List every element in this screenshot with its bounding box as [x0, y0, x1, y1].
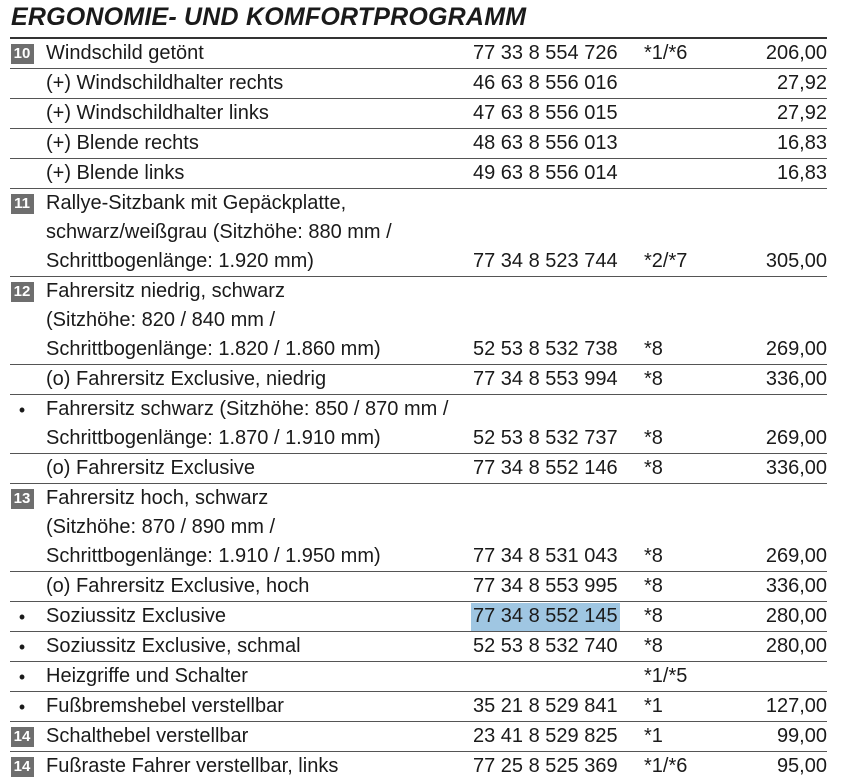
item-description: (+) Blende rechts [46, 132, 199, 154]
footnote-ref: *8 [644, 368, 663, 390]
bullet-marker: • [18, 399, 26, 420]
price-value: 336,00 [765, 368, 827, 390]
item-description: (o) Fahrersitz Exclusive, niedrig [46, 368, 327, 390]
footnote-ref: *8 [644, 427, 663, 449]
bullet-marker: • [18, 696, 26, 717]
footnote-ref: *1/*6 [644, 42, 688, 64]
price-value: 280,00 [765, 605, 827, 627]
item-description: (Sitzhöhe: 870 / 890 mm / [46, 516, 276, 538]
item-description: Fußbremshebel verstellbar [46, 695, 284, 717]
price-value: 127,00 [765, 695, 827, 717]
item-number-badge: 12 [11, 282, 34, 302]
table-row [10, 188, 827, 218]
price-value: 99,00 [776, 725, 827, 747]
table-row [10, 128, 827, 158]
table-row [10, 306, 827, 335]
table-row [10, 98, 827, 128]
table-row [10, 276, 827, 306]
part-number[interactable]: 52 53 8 532 737 [473, 427, 618, 449]
table-row [10, 68, 827, 98]
table-row [10, 364, 827, 394]
part-number[interactable]: 47 63 8 556 015 [473, 102, 618, 124]
item-description: (o) Fahrersitz Exclusive [46, 457, 255, 479]
item-number-badge: 10 [11, 44, 34, 64]
price-table [10, 37, 827, 781]
price-value: 269,00 [765, 545, 827, 567]
footnote-ref: *8 [644, 605, 663, 627]
price-value: 305,00 [765, 250, 827, 272]
item-description: Schrittbogenlänge: 1.870 / 1.910 mm) [46, 427, 381, 449]
table-row [10, 513, 827, 542]
table-row [10, 335, 827, 364]
price-value: 27,92 [776, 102, 827, 124]
table-row [10, 483, 827, 513]
part-number[interactable]: 49 63 8 556 014 [473, 162, 618, 184]
part-number[interactable]: 77 25 8 525 369 [473, 755, 618, 777]
item-description: Schrittbogenlänge: 1.820 / 1.860 mm) [46, 338, 381, 360]
item-description: Soziussitz Exclusive [46, 605, 227, 627]
page-title: ERGONOMIE- UND KOMFORTPROGRAMM [11, 3, 527, 31]
table-row [10, 37, 827, 68]
part-number[interactable]: 52 53 8 532 740 [473, 635, 618, 657]
part-number[interactable]: 23 41 8 529 825 [473, 725, 618, 747]
part-number[interactable]: 35 21 8 529 841 [473, 695, 618, 717]
price-value: 27,92 [776, 72, 827, 94]
part-number[interactable]: 77 33 8 554 726 [473, 42, 618, 64]
footnote-ref: *8 [644, 545, 663, 567]
footnote-ref: *2/*7 [644, 250, 688, 272]
item-description: Schrittbogenlänge: 1.910 / 1.950 mm) [46, 545, 381, 567]
item-description: (+) Windschildhalter rechts [46, 72, 284, 94]
price-value: 336,00 [765, 457, 827, 479]
part-number[interactable]: 77 34 8 552 145 [471, 603, 620, 631]
table-row [10, 721, 827, 751]
table-row [10, 542, 827, 571]
part-number[interactable]: 46 63 8 556 016 [473, 72, 618, 94]
item-description: Fußraste Fahrer verstellbar, links [46, 755, 339, 777]
price-value: 269,00 [765, 427, 827, 449]
table-row [10, 631, 827, 661]
item-number-badge: 14 [11, 727, 34, 747]
bullet-marker: • [18, 606, 26, 627]
item-description: Heizgriffe und Schalter [46, 665, 248, 687]
item-description: Windschild getönt [46, 42, 204, 64]
table-row [10, 394, 827, 424]
part-number[interactable]: 77 34 8 552 146 [473, 457, 618, 479]
item-description: Schrittbogenlänge: 1.920 mm) [46, 250, 314, 272]
footnote-ref: *8 [644, 338, 663, 360]
part-number[interactable]: 77 34 8 523 744 [473, 250, 618, 272]
item-description: Fahrersitz hoch, schwarz [46, 487, 269, 509]
table-row [10, 691, 827, 721]
table-row [10, 424, 827, 453]
footnote-ref: *1/*6 [644, 755, 688, 777]
table-row [10, 453, 827, 483]
item-number-badge: 14 [11, 757, 34, 777]
table-row [10, 247, 827, 276]
part-number[interactable]: 77 34 8 553 995 [473, 575, 618, 597]
part-number[interactable]: 48 63 8 556 013 [473, 132, 618, 154]
part-number[interactable]: 77 34 8 553 994 [473, 368, 618, 390]
bullet-marker: • [18, 666, 26, 687]
bullet-marker: • [18, 636, 26, 657]
item-description: (+) Blende links [46, 162, 185, 184]
footnote-ref: *8 [644, 575, 663, 597]
price-value: 16,83 [776, 132, 827, 154]
item-description: Fahrersitz niedrig, schwarz [46, 280, 285, 302]
item-description: Fahrersitz schwarz (Sitzhöhe: 850 / 870 mm / [46, 398, 449, 420]
footnote-ref: *1 [644, 725, 663, 747]
item-description: (o) Fahrersitz Exclusive, hoch [46, 575, 310, 597]
item-number-badge: 13 [11, 489, 34, 509]
table-row [10, 661, 827, 691]
part-number[interactable]: 52 53 8 532 738 [473, 338, 618, 360]
footnote-ref: *1/*5 [644, 665, 688, 687]
price-value: 280,00 [765, 635, 827, 657]
price-value: 16,83 [776, 162, 827, 184]
footnote-ref: *8 [644, 457, 663, 479]
item-number-badge: 11 [11, 194, 34, 214]
table-row [10, 571, 827, 601]
table-row [10, 158, 827, 188]
price-value: 336,00 [765, 575, 827, 597]
price-value: 269,00 [765, 338, 827, 360]
footnote-ref: *8 [644, 635, 663, 657]
table-row [10, 751, 827, 781]
table-row [10, 601, 827, 631]
item-description: (Sitzhöhe: 820 / 840 mm / [46, 309, 276, 331]
item-description: (+) Windschildhalter links [46, 102, 269, 124]
footnote-ref: *1 [644, 695, 663, 717]
table-row [10, 218, 827, 247]
price-value: 206,00 [765, 42, 827, 64]
part-number[interactable]: 77 34 8 531 043 [473, 545, 618, 567]
item-description: schwarz/weißgrau (Sitzhöhe: 880 mm / [46, 221, 392, 243]
item-description: Schalthebel verstellbar [46, 725, 249, 747]
item-description: Soziussitz Exclusive, schmal [46, 635, 301, 657]
price-value: 95,00 [776, 755, 827, 777]
item-description: Rallye-Sitzbank mit Gepäckplatte, [46, 192, 347, 214]
